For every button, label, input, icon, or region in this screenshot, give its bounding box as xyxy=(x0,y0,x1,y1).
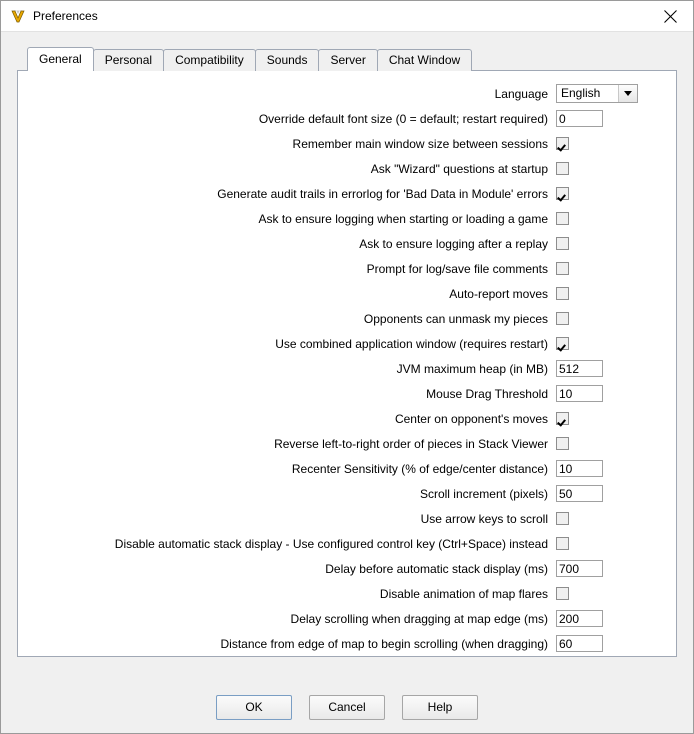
setting-control xyxy=(556,587,658,600)
remember-window-size-checkbox[interactable] xyxy=(556,137,569,150)
auto-report-moves-checkbox[interactable] xyxy=(556,287,569,300)
tab-chat-window[interactable] xyxy=(377,49,472,71)
setting-label: Recenter Sensitivity (% of edge/center distance) xyxy=(291,461,548,476)
mouse-drag-threshold-input[interactable] xyxy=(556,385,603,402)
tab-general-label: General xyxy=(39,52,82,66)
vassal-app-icon xyxy=(10,8,26,24)
tab-chat-window-label: Chat Window xyxy=(388,53,461,67)
dialog-button-bar xyxy=(1,681,693,733)
wizard-questions-checkbox[interactable] xyxy=(556,162,569,175)
disable-flares-checkbox[interactable] xyxy=(556,587,569,600)
setting-control xyxy=(556,84,658,103)
setting-control xyxy=(556,212,658,225)
setting-label: Prompt for log/save file comments xyxy=(366,261,548,276)
setting-label: Ask to ensure logging when starting or loading a game xyxy=(258,211,548,226)
setting-control xyxy=(556,187,658,200)
setting-row-disable-flares xyxy=(32,581,658,606)
setting-label: Generate audit trails in errorlog for 'Bad Data in Module' errors xyxy=(217,186,548,201)
setting-row-scroll-edge-distance xyxy=(32,631,658,656)
setting-row-center-opponent-moves xyxy=(32,406,658,431)
setting-row-disable-auto-stack xyxy=(32,531,658,556)
setting-row-logging-on-start xyxy=(32,206,658,231)
tab-personal-label: Personal xyxy=(104,53,153,67)
setting-row-scroll-increment xyxy=(32,481,658,506)
language-select-value: English xyxy=(561,86,601,100)
general-settings-panel xyxy=(17,70,677,657)
setting-row-drag-scroll-delay xyxy=(32,606,658,631)
setting-control xyxy=(556,162,658,175)
cancel-button[interactable]: Cancel xyxy=(309,695,385,720)
drag-scroll-delay-input[interactable] xyxy=(556,610,603,627)
logging-on-start-checkbox[interactable] xyxy=(556,212,569,225)
tab-sounds-label: Sounds xyxy=(266,53,308,67)
setting-row-log-comments xyxy=(32,256,658,281)
combined-window-checkbox[interactable] xyxy=(556,337,569,350)
setting-control xyxy=(556,237,658,250)
setting-row-unmask-pieces xyxy=(32,306,658,331)
setting-control xyxy=(556,437,658,450)
tab-compatibility[interactable] xyxy=(163,49,256,71)
setting-control xyxy=(556,610,658,627)
setting-label: JVM maximum heap (in MB) xyxy=(396,361,548,376)
title-bar xyxy=(1,1,693,32)
tab-personal[interactable] xyxy=(93,49,164,71)
setting-row-combined-window xyxy=(32,331,658,356)
scroll-edge-distance-input[interactable] xyxy=(556,635,603,652)
setting-label: Auto-report moves xyxy=(449,286,548,301)
log-comments-checkbox[interactable] xyxy=(556,262,569,275)
setting-label: Delay scrolling when dragging at map edge (ms) xyxy=(290,611,548,626)
stack-display-delay-input[interactable] xyxy=(556,560,603,577)
setting-row-auto-report-moves xyxy=(32,281,658,306)
setting-label: Disable automatic stack display - Use configured control key (Ctrl+Space) instead xyxy=(114,536,548,551)
setting-label: Scroll increment (pixels) xyxy=(419,486,548,501)
setting-label: Override default font size (0 = default; restart required) xyxy=(258,111,548,126)
setting-control xyxy=(556,385,658,402)
arrow-keys-scroll-checkbox[interactable] xyxy=(556,512,569,525)
setting-row-remember-window-size xyxy=(32,131,658,156)
jvm-heap-input[interactable] xyxy=(556,360,603,377)
tab-strip xyxy=(17,46,677,70)
dialog-content xyxy=(1,32,693,681)
setting-label: Use combined application window (requires restart) xyxy=(275,336,548,351)
reverse-stack-order-checkbox[interactable] xyxy=(556,437,569,450)
tab-server-label: Server xyxy=(330,53,366,67)
tab-sounds[interactable] xyxy=(255,49,320,71)
setting-row-audit-trails xyxy=(32,181,658,206)
setting-control xyxy=(556,337,658,350)
setting-label: Delay before automatic stack display (ms) xyxy=(325,561,548,576)
setting-label: Language xyxy=(494,86,548,101)
tab-general[interactable] xyxy=(27,47,94,71)
window-title: Preferences xyxy=(33,9,98,23)
unmask-pieces-checkbox[interactable] xyxy=(556,312,569,325)
setting-label: Ask to ensure logging after a replay xyxy=(359,236,548,251)
setting-row-logging-after-replay xyxy=(32,231,658,256)
setting-control xyxy=(556,412,658,425)
setting-label: Reverse left-to-right order of pieces in Stack Viewer xyxy=(274,436,548,451)
scroll-increment-input[interactable] xyxy=(556,485,603,502)
setting-control xyxy=(556,262,658,275)
tab-server[interactable] xyxy=(318,49,377,71)
ok-button[interactable]: OK xyxy=(216,695,292,720)
setting-row-recenter-sensitivity xyxy=(32,456,658,481)
tab-compatibility-label: Compatibility xyxy=(175,53,244,67)
setting-label: Disable animation of map flares xyxy=(379,586,548,601)
setting-control xyxy=(556,287,658,300)
chevron-down-icon[interactable] xyxy=(618,85,637,102)
setting-label: Mouse Drag Threshold xyxy=(426,386,548,401)
setting-control xyxy=(556,485,658,502)
setting-row-reverse-stack-order xyxy=(32,431,658,456)
setting-label: Center on opponent's moves xyxy=(394,411,548,426)
setting-row-arrow-keys-scroll xyxy=(32,506,658,531)
setting-label: Distance from edge of map to begin scrolling (when dragging) xyxy=(220,636,548,651)
setting-control xyxy=(556,635,658,652)
setting-row-language xyxy=(32,81,658,106)
setting-control xyxy=(556,560,658,577)
close-icon[interactable] xyxy=(648,1,693,31)
setting-control xyxy=(556,537,658,550)
font-size-input[interactable] xyxy=(556,110,603,127)
disable-auto-stack-checkbox[interactable] xyxy=(556,537,569,550)
setting-label: Remember main window size between sessions xyxy=(292,136,548,151)
setting-control xyxy=(556,360,658,377)
center-opponent-moves-checkbox[interactable] xyxy=(556,412,569,425)
setting-control xyxy=(556,110,658,127)
setting-row-wizard-questions xyxy=(32,156,658,181)
setting-row-jvm-heap xyxy=(32,356,658,381)
setting-label: Ask "Wizard" questions at startup xyxy=(370,161,548,176)
setting-row-drag-threshold xyxy=(32,381,658,406)
audit-trails-checkbox[interactable] xyxy=(556,187,569,200)
setting-control xyxy=(556,137,658,150)
language-select[interactable] xyxy=(556,84,638,103)
setting-control xyxy=(556,512,658,525)
setting-label: Use arrow keys to scroll xyxy=(420,511,548,526)
setting-label: Opponents can unmask my pieces xyxy=(363,311,548,326)
help-button[interactable]: Help xyxy=(402,695,478,720)
recenter-sensitivity-input[interactable] xyxy=(556,460,603,477)
setting-control xyxy=(556,312,658,325)
logging-after-replay-checkbox[interactable] xyxy=(556,237,569,250)
setting-row-font-size xyxy=(32,106,658,131)
setting-control xyxy=(556,460,658,477)
setting-row-stack-display-delay xyxy=(32,556,658,581)
